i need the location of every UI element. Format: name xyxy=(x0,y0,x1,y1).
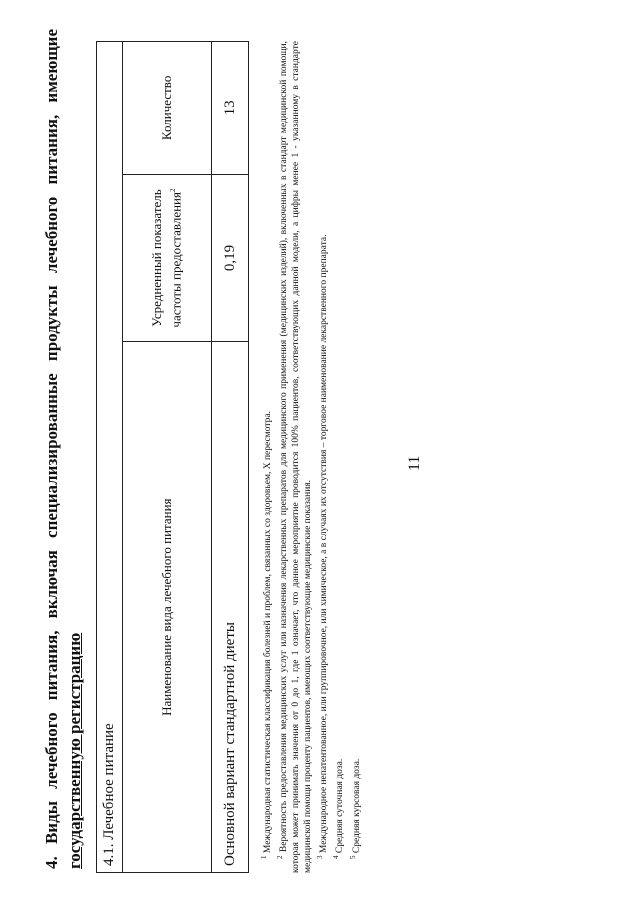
footnote-mark: 1 xyxy=(260,855,268,859)
header-name: Наименование вида лечебного питания xyxy=(123,342,212,873)
table-section-row xyxy=(97,42,123,873)
rotated-page xyxy=(10,9,630,909)
section-label: 4.1. Лечебное питание xyxy=(97,42,123,873)
row-frequency: 0,19 xyxy=(212,174,249,342)
table-header-row xyxy=(123,42,212,873)
footnote-mark: 5 xyxy=(348,855,357,859)
heading-number: 4. xyxy=(42,856,61,869)
heading-underlined: государственную регистрацию xyxy=(65,632,84,869)
footnote xyxy=(347,41,363,873)
footnote xyxy=(274,41,314,873)
header-frequency-sup: 2 xyxy=(169,188,178,193)
header-frequency-text: Усредненный показатель частоты предоставления xyxy=(149,189,184,328)
footnote-mark: 4 xyxy=(332,855,341,859)
footnote-text: Международное непатентованное, или группировочное, или химическое, а в случаях их отсутствия – торговое наименование лекарственного препарата. xyxy=(319,234,330,854)
footnote xyxy=(314,41,330,873)
header-quantity: Количество xyxy=(123,42,212,175)
footnote-text: Вероятность предоставления медицинских услуг или назначения лекарственных препаратов для медицинского применения (медицинских изделий), включенных в стандарт медицинской помощи, которая может принимать значения от 0 до 1, где 1 означает, что данное мероприятие проводится 100% пациентов, соответствующих данной модели, а цифры менее 1 - указанному в стандарте медицинской помощи проценту пациентов, имеющих соответствующие медицинские показания. xyxy=(279,40,314,873)
page-number: 11 xyxy=(406,455,423,471)
footnote-text: Международная статистическая классификация болезней и проблем, связанных со здоровьем, X пересмотра. xyxy=(263,411,274,854)
nutrition-table xyxy=(96,41,249,873)
footnotes xyxy=(258,41,363,873)
footnote-mark: 2 xyxy=(276,855,285,859)
footnote-text: Средняя курсовая доза. xyxy=(351,758,362,854)
footnote-text: Средняя суточная доза. xyxy=(335,758,346,854)
header-frequency xyxy=(123,174,212,342)
row-quantity: 13 xyxy=(212,42,249,175)
section-heading xyxy=(40,29,86,869)
row-name: Основной вариант стандартной диеты xyxy=(212,342,249,873)
footnote-mark: 3 xyxy=(316,855,325,859)
footnote xyxy=(330,41,346,873)
heading-text: Виды лечебного питания, включая специализированные продукты лечебного питания, имеющие xyxy=(42,28,61,845)
table-row xyxy=(212,42,249,873)
footnote xyxy=(258,41,274,873)
